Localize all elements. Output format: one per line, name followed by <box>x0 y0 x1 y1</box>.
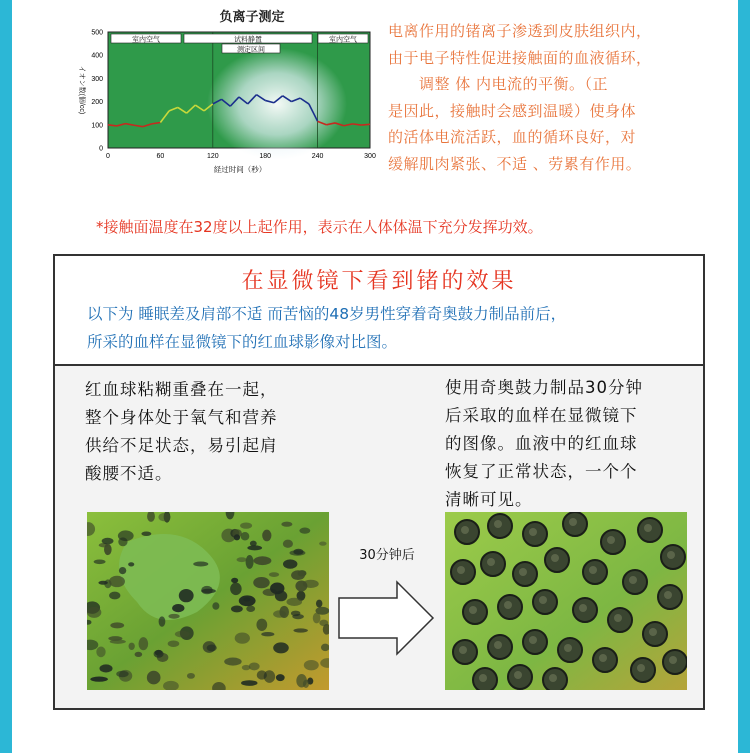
cell-highlight <box>504 601 512 609</box>
cell-clump <box>299 528 310 534</box>
chart-title: 负离子测定 <box>219 10 285 25</box>
cell-highlight <box>459 646 467 654</box>
cell-clump <box>139 637 149 650</box>
cell-clump <box>273 642 289 653</box>
cell-clump <box>281 522 292 527</box>
cell-clump <box>291 611 301 617</box>
cell-clump <box>168 614 179 619</box>
cell-clump <box>201 589 216 594</box>
chart-x-label: 経过时间（秒） <box>213 165 267 174</box>
after-line: 恢复了正常状态，一个个 <box>445 462 638 481</box>
cell-clump <box>256 619 267 631</box>
after-line: 使用奇奥鼓力制品30分钟 <box>445 378 643 397</box>
cell-clump <box>241 680 257 686</box>
cell-highlight <box>514 671 522 679</box>
x-tick-label: 0 <box>106 153 110 160</box>
description-line: 由于电子特性促进接触面的血液循环， <box>388 48 652 67</box>
cell-clump <box>98 581 107 585</box>
cell-clump <box>212 602 219 610</box>
cell-highlight <box>664 591 672 599</box>
cell-highlight <box>529 636 537 644</box>
cell-clump <box>96 647 105 658</box>
cell-highlight <box>614 614 622 622</box>
cell-clump <box>313 613 321 624</box>
cell-highlight <box>629 576 637 584</box>
cell-clump <box>293 628 307 632</box>
cell-clump <box>291 570 305 580</box>
before-line: 整个身体处于氧气和营养 <box>85 408 278 427</box>
cell-clump <box>293 549 303 555</box>
y-tick-label: 0 <box>99 145 103 153</box>
cell-clump <box>279 606 289 618</box>
before-description <box>85 376 278 488</box>
cell-clump <box>303 680 309 688</box>
cell-clump <box>230 582 242 595</box>
microscope-effect-panel <box>53 254 705 710</box>
x-tick-label: 180 <box>259 153 272 160</box>
cell-clump <box>128 562 134 566</box>
y-tick-label: 500 <box>91 29 103 37</box>
band-sample-still: 试料静置 <box>234 36 262 44</box>
before-line: 酸腰不适。 <box>85 464 173 483</box>
cell-clump <box>253 577 269 588</box>
cell-clump <box>303 580 319 588</box>
product-page <box>12 0 738 753</box>
cell-highlight <box>607 536 615 544</box>
after-line: 清晰可见。 <box>445 490 533 509</box>
after-line: 后采取的血样在显微镜下 <box>445 406 638 425</box>
x-tick-label: 60 <box>156 153 165 160</box>
series-line-segment <box>361 124 370 125</box>
cell-clump <box>94 559 106 564</box>
effect-header <box>55 256 703 366</box>
cell-clump <box>193 562 208 567</box>
cell-clump <box>147 671 161 685</box>
effect-description-line: 所采的血样在显微镜下的红血球影像对比图。 <box>87 333 398 351</box>
cell-clump <box>250 541 257 547</box>
cell-clump <box>118 530 134 541</box>
cell-clump <box>109 592 120 600</box>
before-microscope-image <box>87 512 329 690</box>
cell-clump <box>90 677 108 682</box>
description-line: 调整 体 内电流的平衡。（正 <box>388 75 609 93</box>
cell-clump <box>234 534 240 540</box>
cell-highlight <box>479 674 487 682</box>
cell-clump <box>304 660 319 670</box>
cell-highlight <box>549 674 557 682</box>
before-line: 红血球粘糊重叠在一起， <box>85 380 278 399</box>
cell-highlight <box>579 604 587 612</box>
y-tick-label: 400 <box>91 52 103 60</box>
cell-highlight <box>461 526 469 534</box>
cell-highlight <box>457 566 465 574</box>
after-line: 的图像。血液中的红血球 <box>445 434 638 453</box>
cell-clump <box>319 542 326 546</box>
x-tick-label: 300 <box>364 153 376 160</box>
effect-description <box>87 300 697 356</box>
cell-clump <box>158 513 170 521</box>
x-tick-label: 240 <box>311 153 324 160</box>
cell-clump <box>109 576 125 587</box>
cell-clump <box>269 572 279 577</box>
cell-clump <box>249 662 260 670</box>
cell-clump <box>110 622 124 628</box>
cell-clump <box>104 544 112 555</box>
cell-clump <box>262 530 271 542</box>
cell-clump <box>261 632 274 636</box>
cell-clump <box>237 557 247 562</box>
cell-clump <box>247 545 262 550</box>
cell-clump <box>99 664 112 672</box>
cell-clump <box>116 671 128 677</box>
cell-highlight <box>599 654 607 662</box>
cell-clump <box>275 591 287 602</box>
y-tick-label: 300 <box>91 75 103 83</box>
description-line: 的活体电流活跃，血的循环良好，对 <box>388 128 637 146</box>
cell-clump <box>168 640 180 647</box>
cell-clump <box>108 636 122 641</box>
cell-clump <box>172 604 184 612</box>
cell-highlight <box>649 628 657 636</box>
cell-highlight <box>551 554 559 562</box>
cell-highlight <box>519 568 527 576</box>
cell-highlight <box>494 520 502 528</box>
cell-clump <box>316 600 322 608</box>
chart-y-label: イオン数(個/cc) <box>78 65 85 115</box>
arrow-label: 30分钟后 <box>359 548 415 563</box>
cell-clump <box>246 555 254 569</box>
y-tick-label: 200 <box>91 99 103 107</box>
x-tick-label: 120 <box>206 153 219 160</box>
band-measure-range: 测定区间 <box>237 46 265 54</box>
cell-clump <box>235 632 250 643</box>
cell-clump <box>246 606 255 612</box>
cell-clump <box>141 531 151 536</box>
cell-clump <box>242 665 251 670</box>
cell-clump <box>87 607 101 618</box>
y-tick-label: 100 <box>91 122 103 130</box>
cell-clump <box>102 538 114 545</box>
cell-clump <box>283 559 297 568</box>
cell-clump <box>159 616 166 626</box>
cell-clump <box>319 620 328 626</box>
cell-clump <box>224 658 241 666</box>
ionization-description <box>388 18 718 177</box>
cell-clump <box>231 578 238 583</box>
cell-highlight <box>564 644 572 652</box>
effect-description-line: 以下为 睡眠差及肩部不适 而苦恼的48岁男性穿着奇奥鼓力制品前后， <box>87 305 567 323</box>
cell-clump <box>257 670 267 679</box>
cell-highlight <box>589 566 597 574</box>
cell-clump <box>283 540 293 548</box>
description-line: 电离作用的锗离子渗透到皮肤组织内， <box>388 22 652 40</box>
after-description <box>445 374 643 514</box>
cell-clump <box>154 650 164 658</box>
cell-clump <box>240 522 252 528</box>
cell-highlight <box>637 664 645 672</box>
temperature-note: *接触面温度在32度以上起作用，表示在人体体温下充分发挥功效。 <box>96 218 543 236</box>
band-room-air-right: 室内空气 <box>329 36 357 44</box>
cell-highlight <box>644 524 652 532</box>
cell-highlight <box>529 528 537 536</box>
cell-clump <box>135 652 143 657</box>
cell-clump <box>286 598 302 606</box>
description-line: 缓解肌肉紧张、不适 、劳累有作用。 <box>388 154 642 173</box>
cell-clump <box>179 589 194 602</box>
cell-clump <box>207 644 217 651</box>
cell-clump <box>187 673 195 679</box>
band-room-air-left: 室内空气 <box>132 36 160 44</box>
cell-highlight <box>539 596 547 604</box>
right-arrow-icon <box>337 578 437 658</box>
cell-highlight <box>494 641 502 649</box>
cell-highlight <box>669 656 677 664</box>
after-microscope-image <box>445 512 687 690</box>
cell-clump <box>231 606 243 613</box>
cell-clump <box>129 643 135 650</box>
cell-highlight <box>569 518 577 526</box>
cell-highlight <box>667 551 675 559</box>
before-line: 供给不足状态，易引起肩 <box>85 436 278 455</box>
effect-title: 在显微镜下看到锗的效果 <box>241 269 517 294</box>
cell-clump <box>254 556 272 565</box>
cell-clump <box>175 631 190 638</box>
cell-clump <box>276 674 285 681</box>
cell-clump <box>243 597 250 601</box>
cell-highlight <box>469 606 477 614</box>
description-line: 是因此，接触时会感到温暖）使身体 <box>388 101 637 120</box>
cell-highlight <box>487 558 495 566</box>
cell-clump <box>119 567 126 574</box>
ion-chart <box>72 24 392 176</box>
